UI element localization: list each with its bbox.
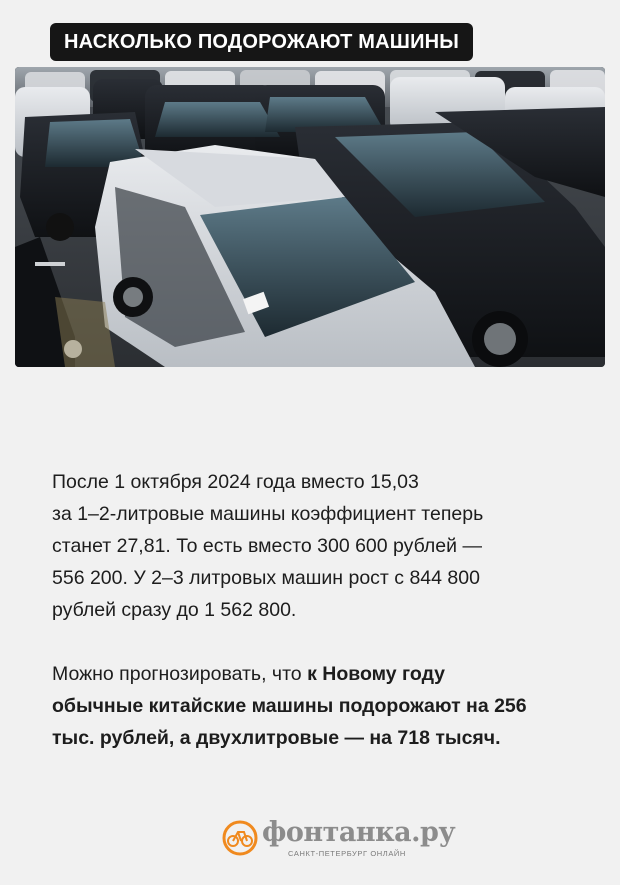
cars-photo [15, 67, 605, 367]
text-bold: к Новому году [307, 663, 446, 685]
text-bold: обычные китайские машины подорожают на 256 [52, 695, 527, 717]
text-normal: Можно прогнозировать, что [52, 663, 308, 685]
paragraph-tariff [52, 466, 572, 626]
text-line: После 1 октября 2024 года вместо 15,03 [52, 471, 419, 493]
bicycle-logo-icon [222, 820, 258, 856]
text-line: 556 200. У 2–3 литровых машин рост с 844 800 [52, 567, 480, 589]
logo-text [262, 818, 455, 858]
text-bold: тыс. рублей, а двухлитровые — на 718 тысяч. [52, 727, 501, 749]
article-body [52, 466, 572, 754]
paragraph-forecast [52, 658, 572, 754]
text-line: за 1–2-литровые машины коэффициент теперь [52, 503, 484, 525]
logo-subtitle: САНКТ-ПЕТЕРБУРГ ОНЛАЙН [288, 849, 406, 858]
text-line: рублей сразу до 1 562 800. [52, 599, 297, 621]
logo-name: фонтанка.ру [262, 817, 456, 848]
text-line: станет 27,81. То есть вместо 300 600 рублей — [52, 535, 482, 557]
fontanka-logo[interactable] [222, 818, 455, 858]
cars-photo-illustration [15, 67, 605, 367]
page-title: НАСКОЛЬКО ПОДОРОЖАЮТ МАШИНЫ [50, 23, 473, 61]
